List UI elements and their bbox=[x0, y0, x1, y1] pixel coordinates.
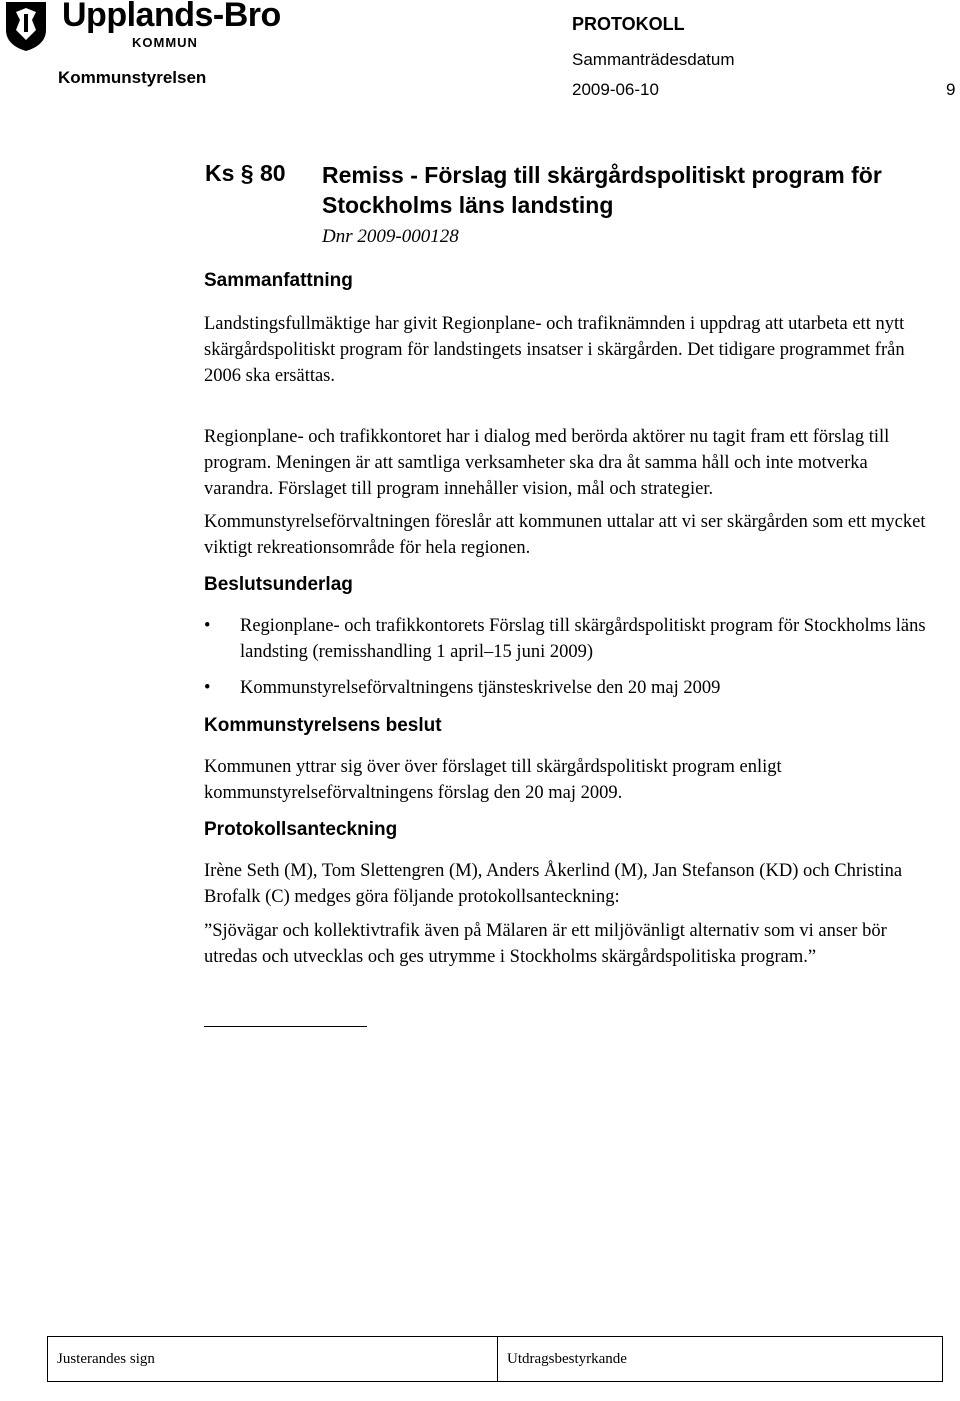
initials-label: Justerandes sign bbox=[57, 1351, 155, 1367]
footer-divider bbox=[47, 1337, 48, 1381]
basis-item-1: Regionplane- och trafikkontorets Förslag till skärgårdspolitiskt program för Stockholms läns landsting (remisshandling 1 april–15 juni 2009) bbox=[240, 616, 926, 662]
summary-paragraph-1: Landstingsfullmäktige har givit Regionplane- och trafiknämnden i uppdrag att utarbeta ett nytt skärgårdspolitiskt program för landstingets insatser i skärgården. Det tidigare programmet från 2006 ska ersättas. bbox=[204, 314, 905, 386]
basis-list-2 bbox=[204, 675, 939, 701]
basis-list bbox=[204, 613, 939, 665]
decision-heading: Kommunstyrelsens beslut bbox=[204, 715, 442, 736]
basis-heading: Beslutsunderlag bbox=[204, 574, 353, 595]
footer-divider bbox=[497, 1337, 498, 1381]
note-quote: ”Sjövägar och kollektivtrafik även på Mälaren är ett miljövänligt alternativ som vi anser bör utredas och utvecklas och ges utrymme i Stockholms skärgårdspolitiska program.” bbox=[204, 921, 887, 967]
decision-text: Kommunen yttrar sig över över förslaget till skärgårdspolitiskt program enligt kommunstyrelseförvaltningens förslag den 20 maj 2009. bbox=[204, 757, 782, 803]
summary-paragraph-3: Kommunstyrelseförvaltningen föreslår att kommunen uttalar att vi ser skärgården som ett mycket viktigt rekreationsområde för hela regionen. bbox=[204, 512, 926, 558]
document-type: PROTOKOLL bbox=[572, 14, 685, 34]
logo-subtitle: KOMMUN bbox=[132, 35, 198, 50]
meeting-date-label: Sammanträdesdatum bbox=[572, 50, 735, 69]
list-item: • Regionplane- och trafikkontorets Förslag till skärgårdspolitiskt program för Stockholms läns landsting (remisshandling 1 april–15 juni 2009) bbox=[204, 616, 926, 662]
signature-divider bbox=[204, 1026, 367, 1027]
meeting-date: 2009-06-10 bbox=[572, 80, 659, 99]
footer-divider bbox=[942, 1337, 943, 1381]
page-number: 9 bbox=[946, 80, 956, 99]
note-intro: Irène Seth (M), Tom Slettengren (M), Anders Åkerlind (M), Jan Stefanson (KD) och Christina Brofalk (C) medges göra följande protokollsanteckning: bbox=[204, 861, 903, 907]
certification-label: Utdragsbestyrkande bbox=[507, 1351, 627, 1367]
note-heading: Protokollsanteckning bbox=[204, 819, 398, 840]
municipality-logo bbox=[4, 0, 304, 60]
list-item: • Kommunstyrelseförvaltningens tjänsteskrivelse den 20 maj 2009 bbox=[204, 678, 721, 698]
section-number: Ks § 80 bbox=[205, 160, 286, 186]
summary-paragraph-2: Regionplane- och trafikkontoret har i dialog med berörda aktörer nu tagit fram ett förslag till program. Meningen är att samtliga verksamheter ska dra åt samma håll och inte motverka varandra. Förslaget till program innehåller vision, mål och strategier. bbox=[204, 427, 890, 499]
logo-wordmark: Upplands-Bro bbox=[62, 0, 281, 34]
signature-footer bbox=[47, 1336, 943, 1382]
coat-of-arms-icon bbox=[4, 0, 48, 52]
summary-heading: Sammanfattning bbox=[204, 270, 353, 291]
section-title: Remiss - Förslag till skärgårdspolitiskt program för Stockholms läns landsting bbox=[322, 162, 882, 218]
case-number: Dnr 2009-000128 bbox=[322, 226, 459, 247]
organization-name: Kommunstyrelsen bbox=[58, 68, 207, 87]
basis-item-2: Kommunstyrelseförvaltningens tjänsteskrivelse den 20 maj 2009 bbox=[240, 678, 721, 698]
